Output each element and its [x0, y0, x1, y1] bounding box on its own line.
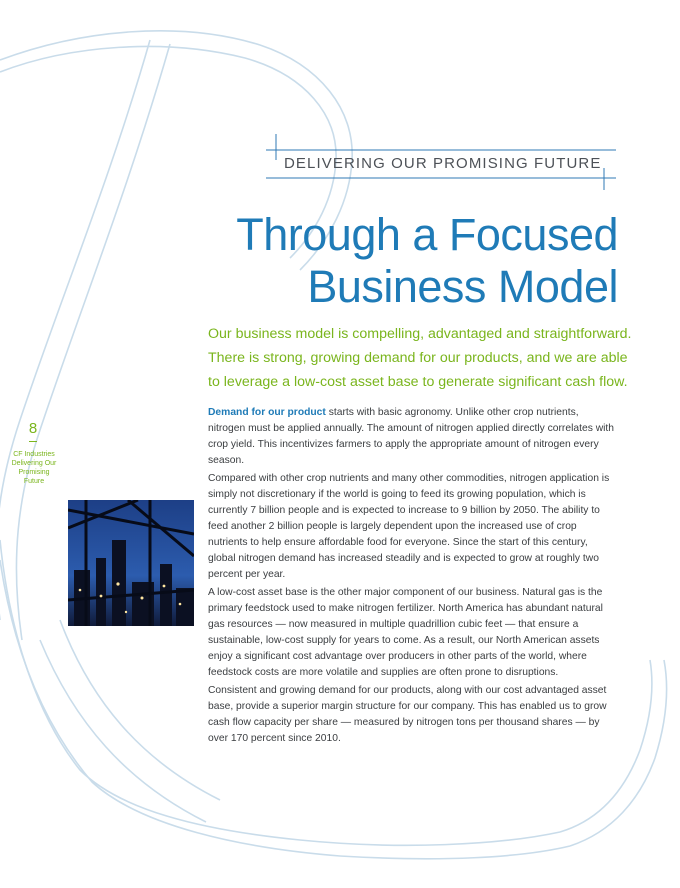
page-number-rule [29, 441, 37, 442]
lead-line: Our business model is compelling, advantaged and straightforward. [208, 326, 632, 342]
lead-line: There is strong, growing demand for our products, and we are able [208, 350, 628, 366]
page-title-line-2: Business Model [307, 261, 618, 312]
plant-photo [68, 500, 194, 626]
body-paragraph-population [208, 471, 614, 583]
page-number: 8 [28, 420, 38, 437]
running-head-line: Promising [18, 469, 50, 476]
running-head-line: Future [23, 478, 45, 485]
paragraph-text: Consistent and growing demand for our products, along with our cost advantaged asset base, provide a superior margin structure for our company. This has enabled us to grow cash flow capacity per share — measured by nitrogen tons per thousand shares — by over 170 percent since 2010. [208, 685, 607, 744]
paragraph-text: Compared with other crop nutrients and many other commodities, nitrogen application is simply not discretionary if the world is going to feed its growing population, which is currently 7 billion people and is expected to increase to 9 billion by 2050. The ability to feed another 2 billion people is largely dependent upon the increased use of crop nutrients to help ensure affordable food for everyone. Since the start of this century, global nitrogen demand has increased steadily and is expected to grow at roughly two percent per year. [208, 473, 610, 580]
paragraph-text: starts with basic agronomy. Unlike other crop nutrients, nitrogen must be applied annually. The amount of nitrogen applied directly correlates with crop yield. This incentivizes farmers to apply the appropriate amount of nitrogen every season. [208, 407, 615, 466]
running-head-line: CF Industries [13, 451, 55, 458]
body-paragraph-demand [208, 405, 614, 469]
lead-line: to leverage a low-cost asset base to generate significant cash flow. [208, 374, 628, 390]
body-paragraph-asset-base [208, 585, 614, 681]
running-head [6, 450, 62, 486]
paragraph-lead-in: Demand for our product [208, 407, 326, 418]
paragraph-text: A low-cost asset base is the other major component of our business. Natural gas is the primary feedstock used to make nitrogen fertilizer. North America has abundant natural gas resources — now measured in multiple quadrillion cubic feet — that ensure a sustainable, low-cost supply for years to come. As a result, our North American assets enjoy a significant cost advantage over producers in other parts of the world, where feedstock costs are more volatile and supplies are often prone to disruptions. [208, 587, 603, 678]
running-head-line: Delivering Our [11, 460, 57, 467]
page-title-line-1: Through a Focused [236, 209, 618, 260]
section-label: DELIVERING OUR PROMISING FUTURE [284, 155, 602, 172]
body-paragraph-margin [208, 683, 614, 747]
